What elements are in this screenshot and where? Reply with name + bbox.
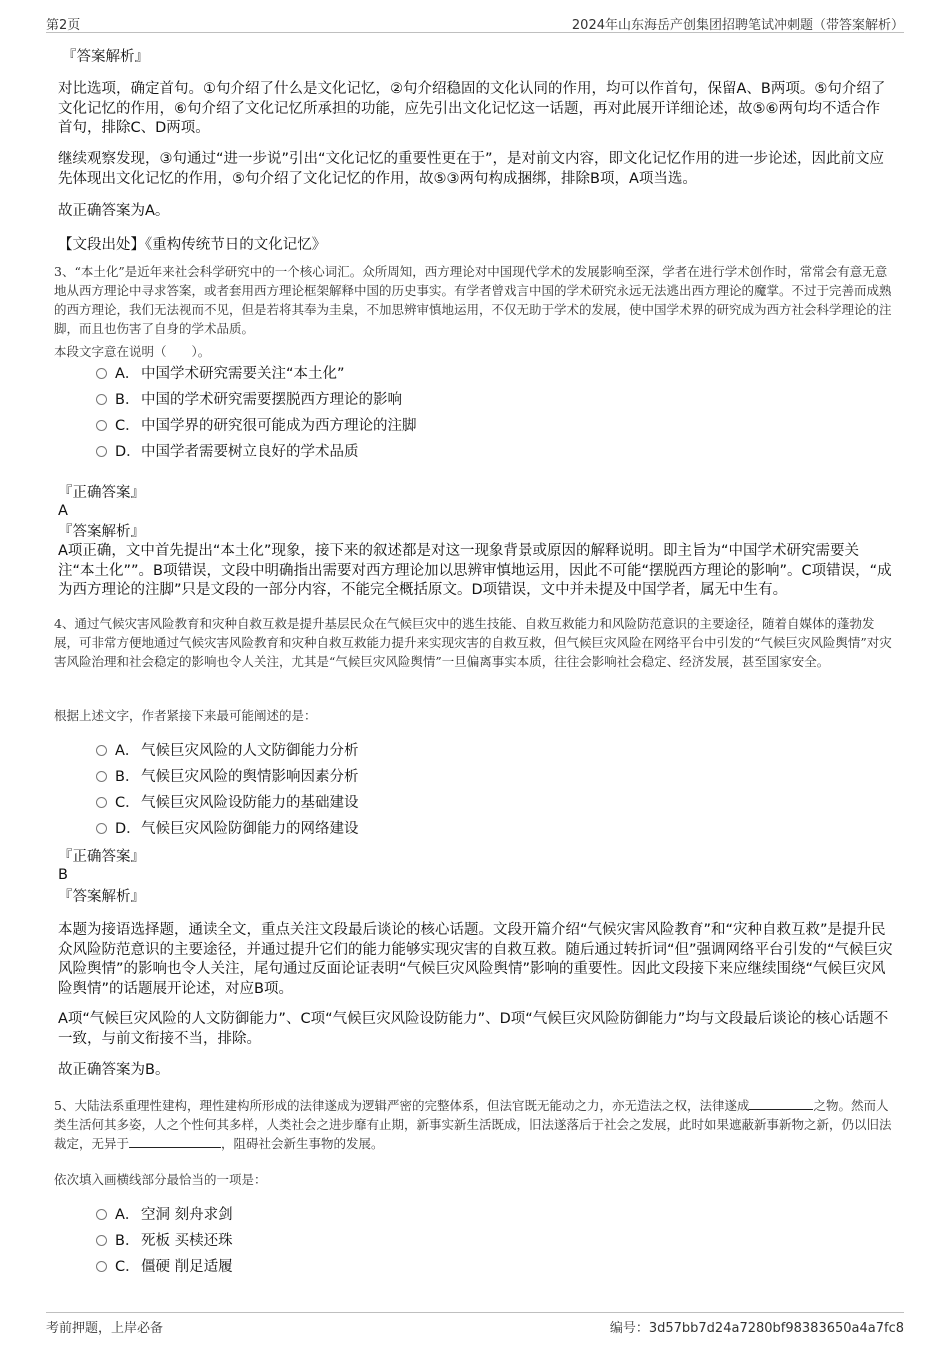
q4-answer: B: [58, 867, 68, 883]
q3-option-b[interactable]: B． 中国的学术研究需要摆脱西方理论的影响: [96, 390, 402, 410]
radio-icon[interactable]: [96, 771, 107, 782]
q4-option-c[interactable]: C．气候巨灾风险设防能力的基础建设: [96, 793, 359, 813]
q4-option-a[interactable]: A． 气候巨灾风险的人文防御能力分析: [96, 741, 359, 761]
radio-icon[interactable]: [96, 823, 107, 834]
radio-icon[interactable]: [96, 1209, 107, 1220]
q5-option-c[interactable]: C．僵硬 削足适履: [96, 1257, 233, 1277]
page-number: 第2页: [46, 18, 81, 33]
footer-slogan: 考前押题，上岸必备: [46, 1321, 164, 1336]
q4-stem: 4、通过气候灾害风险教育和灾种自救互救是提升基层民众在气候巨灾中的逃生技能、自救互救能力和风险防范意识的主要途径，随着自媒体的蓬勃发展，可非常方便地通过气候灾害风险教育和灾种自救互救能力提升来实现灾害的自救互救，但气候巨灾风险在网络平台中引发的“气候巨灾风险舆情”对灾害风险治理和社会稳定的影响也令人关注，尤其是“气候巨灾风险舆情”一旦偏离事实本质，往往会影响社会稳定、经济发展，甚至国家安全。: [54, 616, 892, 669]
radio-icon[interactable]: [96, 1261, 107, 1272]
document-title: 2024年山东海岳产创集团招聘笔试冲刺题（带答案解析）: [571, 18, 904, 33]
page-header: [46, 10, 904, 33]
radio-icon[interactable]: [96, 1235, 107, 1246]
q4-explain-tag: 『答案解析』: [58, 889, 145, 905]
q5-option-a[interactable]: A． 空洞 刻舟求剑: [96, 1205, 233, 1225]
q4-explain-p1: 本题为接语选择题，通读全文，重点关注文段最后谈论的核心话题。文段开篇介绍“气候灾害风险教育”和“灾种自救互救”是提升民众风险防范意识的主要途径，并通过提升它们的能力能够实现灾害的自救互救。随后通过转折词“但”强调网络平台引发的“气候巨灾风险舆情”的影响也令人关注，尾句通过反面论证表明“气候巨灾风险舆情”影响的重要性。因此文段接下来应继续围绕“气候巨灾风险舆情”的话题展开论述，对应B项。: [58, 922, 893, 997]
document-id: 编号：3d57bb7d24a7280bf98383650a4a7fc8: [609, 1321, 904, 1336]
q5-question: 依次填入画横线部分最恰当的一项是：: [54, 1172, 267, 1187]
q4-question: 根据上述文字，作者紧接下来最可能阐述的是：: [54, 708, 317, 723]
q3-question: 本段文字意在说明（ ）。: [54, 344, 211, 359]
q5-option-b[interactable]: B． 死板 买椟还珠: [96, 1231, 233, 1251]
q3-answer-tag: 『正确答案』: [58, 485, 145, 501]
q4-answer-tag: 『正确答案』: [58, 849, 145, 865]
q2-explain-tag: 『答案解析』: [62, 49, 149, 65]
radio-icon[interactable]: [96, 420, 107, 431]
q2-source: 【文段出处】《重构传统节日的文化记忆》: [58, 237, 327, 253]
q4-option-d[interactable]: D．气候巨灾风险防御能力的网络建设: [96, 819, 359, 839]
q3-option-a[interactable]: A． 中国学术研究需要关注“本土化”: [96, 364, 345, 384]
radio-icon[interactable]: [96, 394, 107, 405]
answer-blank: [129, 1135, 221, 1148]
radio-icon[interactable]: [96, 797, 107, 808]
q3-explain: A项正确，文中首先提出“本土化”现象，接下来的叙述都是对这一现象背景或原因的解释说明。即主旨为“中国学术研究需要关注“本土化””。B项错误，文段中明确指出需要对西方理论加以思辨审慎地运用，因此不可能“摆脱西方理论的影响”。C项错误，“成为西方理论的注脚”只是文段的一部分内容，不能完全概括原文。D项错误，文中并未提及中国学者，属无中生有。: [58, 543, 892, 598]
q3-option-c[interactable]: C．中国学界的研究很可能成为西方理论的注脚: [96, 416, 417, 436]
radio-icon[interactable]: [96, 446, 107, 457]
q4-option-b[interactable]: B． 气候巨灾风险的舆情影响因素分析: [96, 767, 359, 787]
q3-stem: 3、“本土化”是近年来社会科学研究中的一个核心词汇。众所周知，西方理论对中国现代学术的发展影响至深，学者在进行学术创作时，常常会有意无意地从西方理论中寻求答案，或者套用西方理论框架解释中国的历史事实。有学者曾戏言中国的学术研究永远无法逃出西方理论的魔掌。不过于完善而成熟的西方理论，我们无法视而不见，但是若将其奉为圭臬，不加思辨审慎地运用，不仅无助于学术的发展，使中国学术界的研究成为西方社会科学理论的注脚，而且也伤害了自身的学术品质。: [54, 264, 892, 336]
q5-stem: 5、大陆法系重理性建构，理性建构所形成的法律遂成为逻辑严密的完整体系，但法官既无能动之力，亦无造法之权，法律遂成 之物。然而人类生活何其多姿，人之个性何其多样，人类社会之进步靡有止期，新事实新生活既成，旧法遂落后于社会之发展，此时如果遮蔽新事新物之新，仍以旧法裁定，无异于 ，阻碍社会新生事物的发展。: [54, 1098, 892, 1151]
q2-explain-p2: 继续观察发现，③句通过“进一步说”引出“文化记忆的重要性更在于”，是对前文内容，即文化记忆作用的进一步论述，因此前文应先体现出文化记忆的作用，⑤句介绍了文化记忆的作用，故⑤③两句构成捆绑，排除B项，A项当选。: [58, 151, 885, 187]
q4-explain-p3: 故正确答案为B。: [58, 1062, 170, 1078]
radio-icon[interactable]: [96, 745, 107, 756]
q3-option-d[interactable]: D．中国学者需要树立良好的学术品质: [96, 442, 359, 462]
radio-icon[interactable]: [96, 368, 107, 379]
q2-explain-p3: 故正确答案为A。: [58, 203, 170, 219]
q2-explain-p1: 对比选项，确定首句。①句介绍了什么是文化记忆，②句介绍稳固的文化认同的作用，均可以作首句，保留A、B两项。⑤句介绍了文化记忆的作用，⑥句介绍了文化记忆所承担的功能，应先引出文化记忆这一话题，再对此展开详细论述，故⑤⑥两句均不适合作首句，排除C、D两项。: [58, 81, 886, 136]
page-footer: [46, 1312, 904, 1337]
q4-explain-p2: A项“气候巨灾风险的人文防御能力”、C项“气候巨灾风险设防能力”、D项“气候巨灾风险防御能力”均与文段最后谈论的核心话题不一致，与前文衔接不当，排除。: [58, 1011, 889, 1047]
q3-answer: A: [58, 503, 68, 519]
answer-blank: [749, 1097, 813, 1110]
q3-explain-tag: 『答案解析』: [58, 524, 145, 540]
